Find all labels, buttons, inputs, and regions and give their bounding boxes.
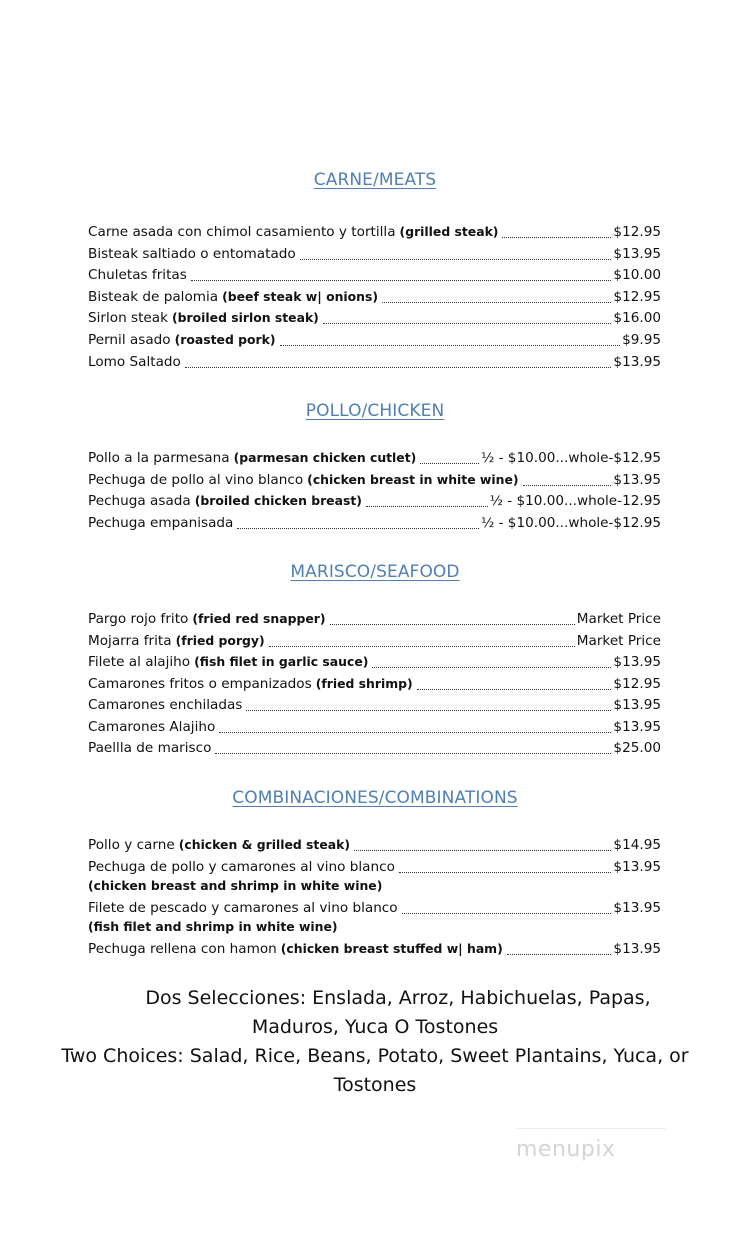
menu-item (88, 607, 661, 628)
section-title-seafood: MARISCO/SEAFOOD (290, 562, 460, 582)
item-name: Camarones fritos o empanizados (88, 676, 312, 692)
dot-leader (269, 634, 575, 647)
item-price: $12.95 (613, 224, 661, 240)
menu-item (88, 855, 661, 876)
item-price: $13.95 (613, 941, 661, 957)
item-description: (grilled steak) (399, 224, 499, 239)
item-name: Pechuga de pollo y camarones al vino blanco (88, 859, 395, 875)
menu-item (88, 511, 661, 532)
item-name: Pernil asado (88, 332, 171, 348)
dot-leader (399, 860, 612, 873)
dot-leader (417, 677, 612, 690)
menu-item (88, 263, 661, 284)
dot-leader (323, 311, 612, 324)
item-price: ½ - $10.00...whole-$12.95 (481, 515, 661, 531)
item-description: (fried red snapper) (192, 611, 326, 626)
menu-item (88, 242, 661, 263)
item-name: Pechuga empanisada (88, 515, 234, 531)
item-price: $13.95 (613, 472, 661, 488)
item-name: Filete al alajiho (88, 654, 191, 670)
item-description: (roasted pork) (174, 332, 276, 347)
item-price: $12.95 (613, 676, 661, 692)
item-name: Pechuga rellena con hamon (88, 941, 277, 957)
item-name: Camarones Alajiho (88, 719, 216, 735)
item-note: (fish filet and shrimp in white wine) (88, 919, 338, 934)
dot-leader (354, 838, 611, 851)
sides-line-1: Dos Selecciones: Enslada, Arroz, Habichuelas, Papas, (145, 987, 651, 1009)
dot-leader (523, 473, 612, 486)
item-description: (parmesan chicken cutlet) (233, 450, 417, 465)
menu-item (88, 306, 661, 327)
menu-item (88, 937, 661, 958)
item-name: Pargo rojo frito (88, 611, 189, 627)
item-description: (fish filet in garlic sauce) (194, 654, 369, 669)
item-price: $10.00 (613, 267, 661, 283)
item-price: $12.95 (613, 289, 661, 305)
menu-item (88, 629, 661, 650)
dot-leader (219, 720, 611, 733)
menu-item (88, 220, 661, 241)
item-name: Chuletas fritas (88, 267, 187, 283)
item-name: Camarones enchiladas (88, 697, 243, 713)
item-price: $13.95 (613, 697, 661, 713)
dot-leader (280, 333, 621, 346)
menu-item (88, 833, 661, 854)
item-description: (broiled sirlon steak) (172, 310, 319, 325)
menu-item (88, 328, 661, 349)
menu-item (88, 468, 661, 489)
dot-leader (330, 612, 575, 625)
dot-leader (366, 494, 488, 507)
dot-leader (372, 655, 611, 668)
item-name: Pechuga de pollo al vino blanco (88, 472, 304, 488)
item-price: $13.95 (613, 246, 661, 262)
section-title-chicken: POLLO/CHICKEN (305, 401, 445, 421)
dot-leader (402, 901, 612, 914)
menu-item (88, 672, 661, 693)
item-price: $14.95 (613, 837, 661, 853)
item-description: (chicken breast in white wine) (307, 472, 519, 487)
dot-leader (215, 741, 611, 754)
item-name: Pollo y carne (88, 837, 175, 853)
item-name: Pollo a la parmesana (88, 450, 230, 466)
dot-leader (382, 290, 611, 303)
menu-item (88, 489, 661, 510)
item-name: Pechuga asada (88, 493, 191, 509)
section-title-combinations: COMBINACIONES/COMBINATIONS (232, 788, 518, 808)
item-price: ½ - $10.00...whole-12.95 (489, 493, 661, 509)
item-name: Sirlon steak (88, 310, 169, 326)
dot-leader (237, 516, 479, 529)
item-price: Market Price (576, 633, 661, 649)
dot-leader (185, 355, 612, 368)
item-description: (broiled chicken breast) (194, 493, 362, 508)
menu-item (88, 350, 661, 371)
item-description: (fried shrimp) (315, 676, 413, 691)
item-description: (beef steak w| onions) (222, 289, 379, 304)
dot-leader (420, 451, 479, 464)
item-note: (chicken breast and shrimp in white wine) (88, 878, 383, 893)
sides-line-2: Maduros, Yuca O Tostones (251, 1016, 499, 1038)
item-name: Paellla de marisco (88, 740, 212, 756)
sides-line-4: Tostones (333, 1074, 417, 1096)
item-price: $9.95 (622, 332, 661, 348)
item-name: Carne asada con chimol casamiento y tortilla (88, 224, 396, 240)
item-name: Filete de pescado y camarones al vino blanco (88, 900, 398, 916)
section-title-meats: CARNE/MEATS (313, 170, 437, 190)
menu-item (88, 715, 661, 736)
item-price: $13.95 (613, 900, 661, 916)
item-price: Market Price (576, 611, 661, 627)
item-description: (chicken breast stuffed w| ham) (280, 941, 503, 956)
item-price: $16.00 (613, 310, 661, 326)
menu-item (88, 736, 661, 757)
item-price: $13.95 (613, 859, 661, 875)
menu-item (88, 650, 661, 671)
item-name: Bisteak saltiado o entomatado (88, 246, 296, 262)
menu-item (88, 446, 661, 467)
dot-leader (507, 942, 612, 955)
sides-block (0, 984, 750, 1100)
item-price: $13.95 (613, 654, 661, 670)
dot-leader (300, 247, 612, 260)
item-name: Lomo Saltado (88, 354, 181, 370)
menu-item (88, 896, 661, 917)
dot-leader (502, 225, 611, 238)
item-name: Bisteak de palomia (88, 289, 219, 305)
item-price: ½ - $10.00...whole-$12.95 (481, 450, 661, 466)
menu-item (88, 693, 661, 714)
item-name: Mojarra frita (88, 633, 172, 649)
menu-item (88, 285, 661, 306)
item-price: $25.00 (613, 740, 661, 756)
item-description: (fried porgy) (175, 633, 265, 648)
dot-leader (191, 268, 612, 281)
sides-line-3: Two Choices: Salad, Rice, Beans, Potato, Sweet Plantains, Yuca, or (61, 1045, 689, 1067)
item-description: (chicken & grilled steak) (178, 837, 350, 852)
watermark-logo: menupix (516, 1128, 666, 1162)
dot-leader (246, 698, 611, 711)
item-price: $13.95 (613, 354, 661, 370)
item-price: $13.95 (613, 719, 661, 735)
